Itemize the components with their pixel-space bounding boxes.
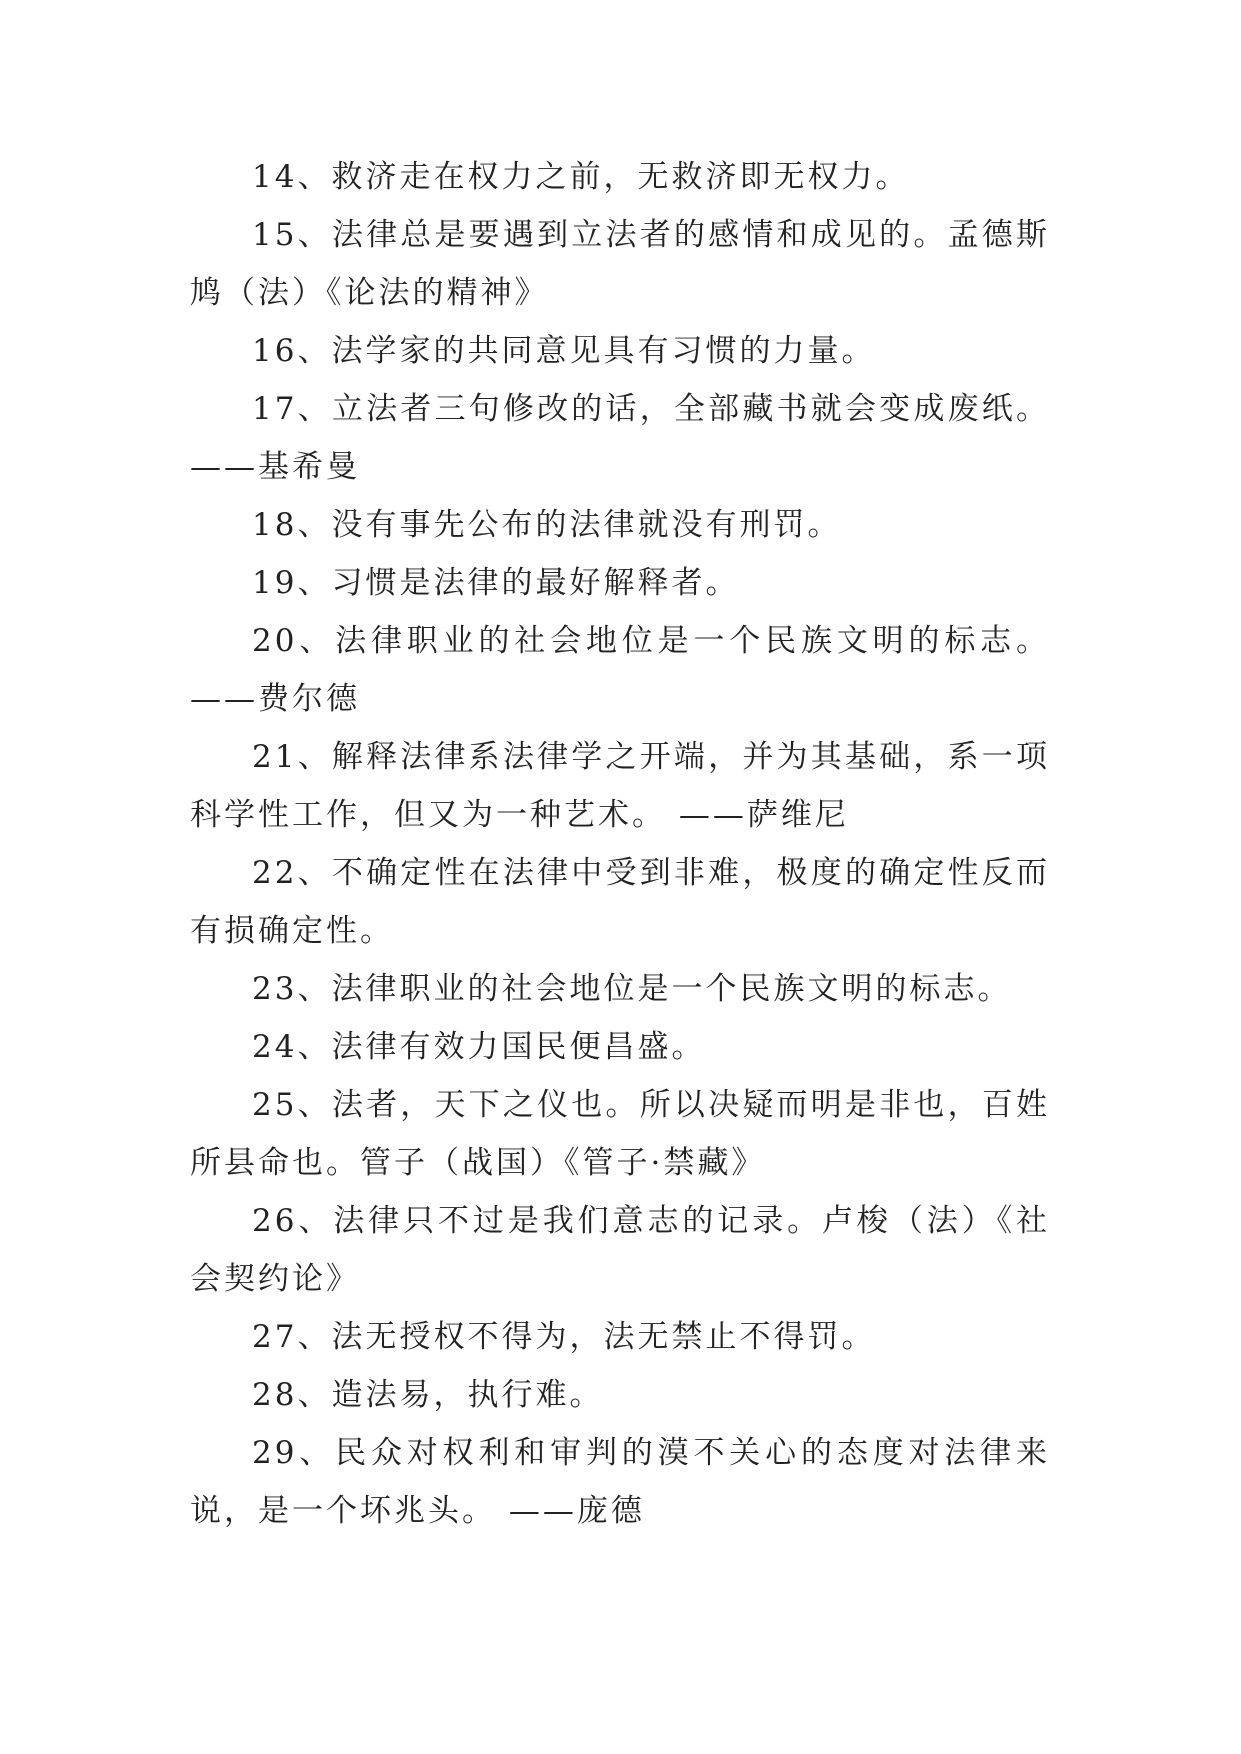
- quote-paragraph-16: 16、法学家的共同意见具有习惯的力量。: [252, 333, 876, 369]
- quote-paragraph-14: 14、救济走在权力之前，无救济即无权力。: [252, 159, 910, 195]
- quote-paragraph-22: 22、不确定性在法律中受到非难，极度的确定性反而有损确定性。: [190, 855, 1050, 949]
- quote-paragraph-26: 26、法律只不过是我们意志的记录。卢梭（法）《社会契约论》: [190, 1203, 1050, 1297]
- quote-paragraph-17: 17、立法者三句修改的话，全部藏书就会变成废纸。——基希曼: [190, 391, 1050, 485]
- quote-list: [190, 148, 1050, 1540]
- quote-paragraph-21: 21、解释法律系法律学之开端，并为其基础，系一项科学性工作，但又为一种艺术。 ——萨维尼: [190, 739, 1050, 833]
- quote-paragraph-15: 15、法律总是要遇到立法者的感情和成见的。孟德斯鸠（法）《论法的精神》: [190, 217, 1050, 311]
- quote-paragraph-27: 27、法无授权不得为，法无禁止不得罚。: [252, 1319, 876, 1355]
- quote-paragraph-24: 24、法律有效力国民便昌盛。: [252, 1029, 706, 1065]
- quote-paragraph-23: 23、法律职业的社会地位是一个民族文明的标志。: [252, 971, 1012, 1007]
- quote-paragraph-25: 25、法者，天下之仪也。所以决疑而明是非也，百姓所县命也。管子（战国）《管子·禁藏》: [190, 1087, 1050, 1181]
- quote-paragraph-18: 18、没有事先公布的法律就没有刑罚。: [252, 507, 842, 543]
- quote-paragraph-19: 19、习惯是法律的最好解释者。: [252, 565, 740, 601]
- quote-paragraph-20: 20、法律职业的社会地位是一个民族文明的标志。——费尔德: [190, 623, 1050, 717]
- quote-paragraph-29: 29、民众对权利和审判的漠不关心的态度对法律来说，是一个坏兆头。 ——庞德: [190, 1435, 1050, 1529]
- quote-paragraph-28: 28、造法易，执行难。: [252, 1377, 604, 1413]
